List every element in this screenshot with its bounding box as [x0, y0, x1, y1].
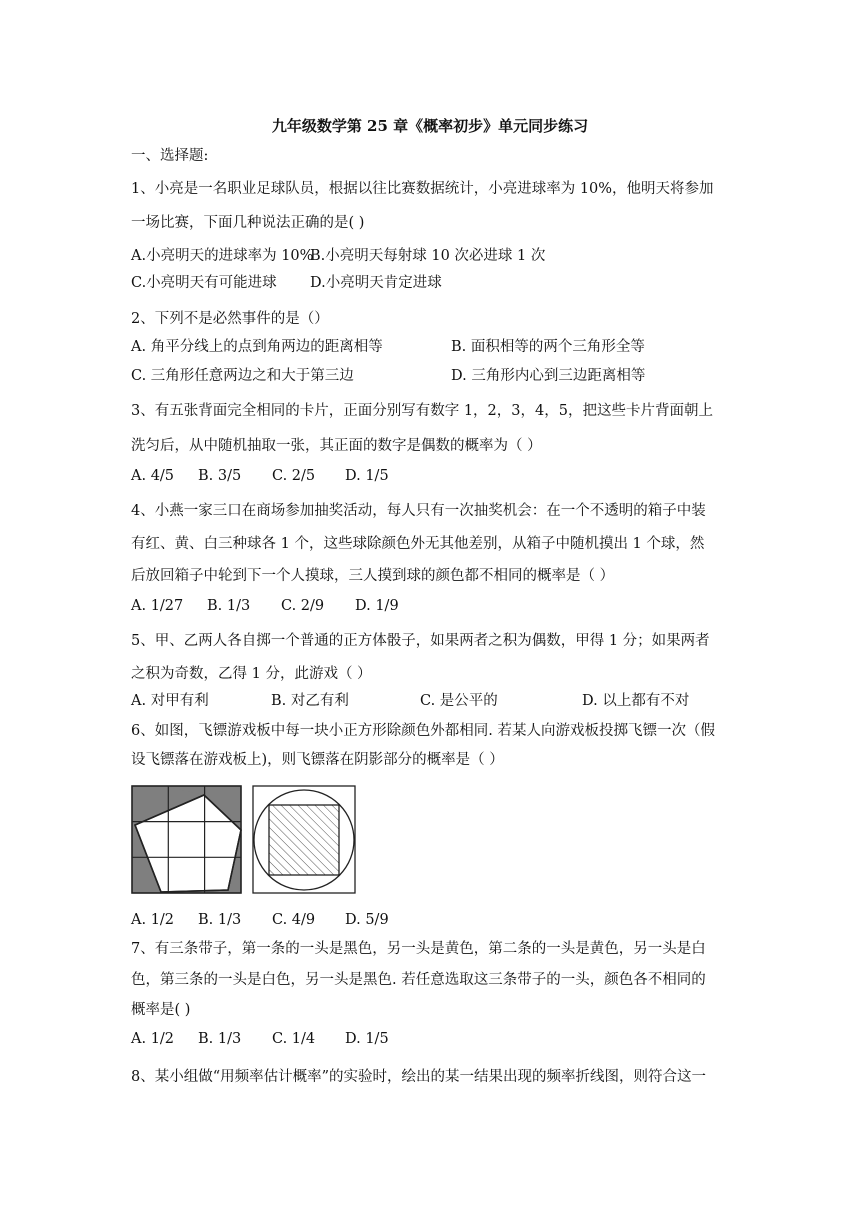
question-3-line-1: 3、有五张背面完全相同的卡片，正面分别写有数字 1，2，3，4，5，把这些卡片背面朝上	[131, 403, 713, 419]
q3-option-a: A. 4/5	[131, 468, 175, 484]
q4-option-c: C. 2/9	[281, 598, 325, 614]
question-4-line-3: 后放回箱子中轮到下一个人摸球，三人摸到球的颜色都不相同的概率是（ ）	[131, 568, 615, 584]
section-heading: 一、选择题:	[131, 148, 209, 164]
q3-option-d: D. 1/5	[345, 468, 389, 484]
question-6-line-1: 6、如图，飞镖游戏板中每一块小正方形除颜色外都相同. 若某人向游戏板投掷飞镖一次（假	[131, 723, 715, 739]
q5-option-c: C. 是公平的	[420, 693, 498, 709]
q7-option-c: C. 1/4	[272, 1031, 316, 1047]
q7-option-a: A. 1/2	[131, 1031, 175, 1047]
question-6-line-2: 设飞镖落在游戏板上)，则飞镖落在阴影部分的概率是（ ）	[131, 752, 504, 768]
page-title: 九年级数学第 25 章《概率初步》单元同步练习	[271, 117, 589, 135]
question-7-line-2: 色，第三条的一头是白色，另一头是黑色. 若任意选取这三条带子的一头，颜色各不相同的	[131, 972, 706, 988]
q6-option-b: B. 1/3	[198, 912, 242, 928]
q2-option-a: A. 角平分线上的点到角两边的距离相等	[131, 339, 383, 355]
dart-board-figure-grid	[131, 785, 243, 895]
question-1-line-1: 1、小亮是一名职业足球队员，根据以往比赛数据统计，小亮进球率为 10%，他明天将参加	[131, 181, 714, 197]
q6-option-a: A. 1/2	[131, 912, 175, 928]
question-4-line-2: 有红、黄、白三种球各 1 个，这些球除颜色外无其他差别，从箱子中随机摸出 1 个球，然	[131, 536, 705, 552]
q4-option-d: D. 1/9	[355, 598, 399, 614]
question-2-line-1: 2、下列不是必然事件的是（）	[131, 311, 329, 327]
question-7-line-3: 概率是( )	[131, 1002, 191, 1018]
q2-option-c: C. 三角形任意两边之和大于第三边	[131, 368, 354, 384]
q1-option-b: B.小亮明天每射球 10 次必进球 1 次	[310, 248, 546, 264]
question-8-line-1: 8、某小组做“用频率估计概率”的实验时，绘出的某一结果出现的频率折线图，则符合这一	[131, 1069, 707, 1085]
question-3-line-2: 洗匀后，从中随机抽取一张，其正面的数字是偶数的概率为（ ）	[131, 438, 542, 454]
q1-option-a: A.小亮明天的进球率为 10%	[131, 248, 314, 264]
q2-option-d: D. 三角形内心到三边距离相等	[451, 368, 646, 384]
dart-board-figure-circle	[252, 785, 356, 895]
q4-option-b: B. 1/3	[207, 598, 251, 614]
q4-option-a: A. 1/27	[131, 598, 184, 614]
q2-option-b: B. 面积相等的两个三角形全等	[451, 339, 645, 355]
q7-option-d: D. 1/5	[345, 1031, 389, 1047]
question-7-line-1: 7、有三条带子，第一条的一头是黑色，另一头是黄色，第二条的一头是黄色，另一头是白	[131, 941, 706, 957]
question-1-line-2: 一场比赛，下面几种说法正确的是( )	[131, 215, 365, 231]
q5-option-b: B. 对乙有利	[271, 693, 349, 709]
q3-option-c: C. 2/5	[272, 468, 316, 484]
q5-option-a: A. 对甲有利	[131, 693, 209, 709]
q1-option-d: D.小亮明天肯定进球	[310, 275, 442, 291]
question-5-line-1: 5、甲、乙两人各自掷一个普通的正方体骰子，如果两者之积为偶数，甲得 1 分；如果两者	[131, 633, 710, 649]
q3-option-b: B. 3/5	[198, 468, 242, 484]
q5-option-d: D. 以上都有不对	[582, 693, 690, 709]
q7-option-b: B. 1/3	[198, 1031, 242, 1047]
q6-option-d: D. 5/9	[345, 912, 389, 928]
q6-option-c: C. 4/9	[272, 912, 316, 928]
question-5-line-2: 之积为奇数，乙得 1 分，此游戏（ ）	[131, 666, 372, 682]
question-4-line-1: 4、小燕一家三口在商场参加抽奖活动，每人只有一次抽奖机会：在一个不透明的箱子中装	[131, 503, 706, 519]
q1-option-c: C.小亮明天有可能进球	[131, 275, 277, 291]
